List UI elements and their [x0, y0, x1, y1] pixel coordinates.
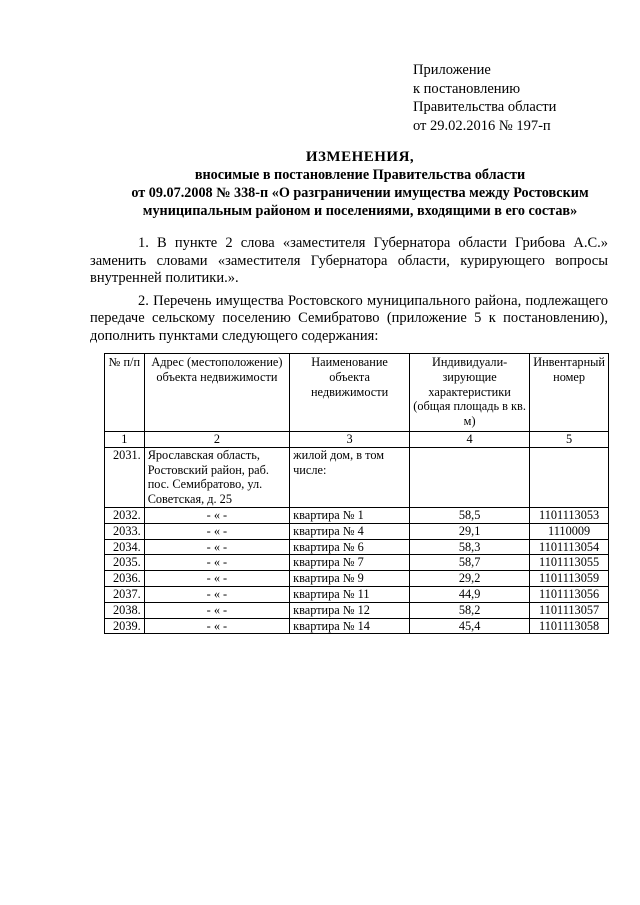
table-row: [105, 523, 609, 539]
header-inventory: Инвентарный номер: [530, 354, 609, 432]
row-inventory: 1101113058: [530, 618, 609, 634]
row-name: квартира № 7: [290, 555, 410, 571]
header-num: № п/п: [105, 354, 145, 432]
row-inventory: [530, 447, 609, 507]
heading-line: муниципальным районом и поселениями, входящими в его состав»: [142, 203, 578, 219]
header-name: Наименование объекта недвижимости: [290, 354, 410, 432]
row-name: жилой дом, в том числе:: [290, 447, 410, 507]
heading-line: вносимые в постановление Правительства области: [194, 167, 526, 183]
row-address: - « -: [144, 618, 289, 634]
row-area: 29,2: [410, 571, 530, 587]
row-address: - « -: [144, 555, 289, 571]
row-inventory: 1101113054: [530, 539, 609, 555]
row-address: - « -: [144, 523, 289, 539]
row-number: 2036.: [105, 571, 145, 587]
row-name: квартира № 6: [290, 539, 410, 555]
column-index: 4: [410, 431, 530, 447]
header-address: Адрес (местоположение) объекта недвижимости: [144, 354, 289, 432]
column-index: 3: [290, 431, 410, 447]
document-title: ИЗМЕНЕНИЯ,: [305, 149, 415, 165]
table-row: [105, 555, 609, 571]
row-address: - « -: [144, 602, 289, 618]
paragraph-2: 2. Перечень имущества Ростовского муниципального района, подлежащего передаче сельскому поселению Семибратово (приложение 5 к постановлению), дополнить пунктами следующего содержания:: [90, 292, 608, 344]
appendix-block: [413, 61, 556, 135]
row-area: 29,1: [410, 523, 530, 539]
row-address: - « -: [144, 539, 289, 555]
heading-line: от 09.07.2008 № 338-п «О разграничении имущества между Ростовским: [131, 185, 589, 201]
column-index: 1: [105, 431, 145, 447]
row-number: 2031.: [105, 447, 145, 507]
appendix-line: к постановлению: [413, 80, 521, 97]
table-row: [105, 618, 609, 634]
row-number: 2034.: [105, 539, 145, 555]
row-number: 2033.: [105, 523, 145, 539]
table-row: [105, 571, 609, 587]
table-row: [105, 602, 609, 618]
row-inventory: 1101113055: [530, 555, 609, 571]
row-number: 2032.: [105, 507, 145, 523]
row-name: квартира № 4: [290, 523, 410, 539]
table-row: [105, 586, 609, 602]
row-name: квартира № 12: [290, 602, 410, 618]
document-body: [90, 235, 608, 345]
document-heading: [70, 148, 640, 220]
header-characteristics: Индивидуали-зирующие характеристики (общая площадь в кв. м): [410, 354, 530, 432]
row-address: - « -: [144, 586, 289, 602]
row-name: квартира № 1: [290, 507, 410, 523]
row-area: 58,2: [410, 602, 530, 618]
row-name: квартира № 11: [290, 586, 410, 602]
row-inventory: 1110009: [530, 523, 609, 539]
row-number: 2038.: [105, 602, 145, 618]
row-number: 2035.: [105, 555, 145, 571]
appendix-line: от 29.02.2016 № 197-п: [413, 117, 551, 134]
row-inventory: 1101113057: [530, 602, 609, 618]
row-inventory: 1101113053: [530, 507, 609, 523]
row-area: 45,4: [410, 618, 530, 634]
table-row: [105, 539, 609, 555]
row-address: - « -: [144, 571, 289, 587]
property-table: [104, 353, 609, 634]
paragraph-1: 1. В пункте 2 слова «заместителя Губернатора области Грибова А.С.» заменить словами «заместителя Губернатора области, курирующего вопросы внутренней политики.».: [90, 235, 608, 286]
row-number: 2037.: [105, 586, 145, 602]
row-address: - « -: [144, 507, 289, 523]
row-inventory: 1101113059: [530, 571, 609, 587]
row-area: [410, 447, 530, 507]
row-area: 44,9: [410, 586, 530, 602]
column-index: 2: [144, 431, 289, 447]
row-name: квартира № 14: [290, 618, 410, 634]
table-row: [105, 507, 609, 523]
row-area: 58,7: [410, 555, 530, 571]
table-row: [105, 447, 609, 507]
row-number: 2039.: [105, 618, 145, 634]
appendix-line: Правительства области: [413, 99, 557, 115]
appendix-line: Приложение: [413, 62, 491, 78]
row-address: Ярославская область, Ростовский район, раб. пос. Семибратово, ул. Советская, д. 25: [144, 447, 289, 507]
row-inventory: 1101113056: [530, 586, 609, 602]
column-index-row: [105, 431, 609, 447]
row-area: 58,3: [410, 539, 530, 555]
row-name: квартира № 9: [290, 571, 410, 587]
column-index: 5: [530, 431, 609, 447]
row-area: 58,5: [410, 507, 530, 523]
table-header-row: [105, 354, 609, 432]
